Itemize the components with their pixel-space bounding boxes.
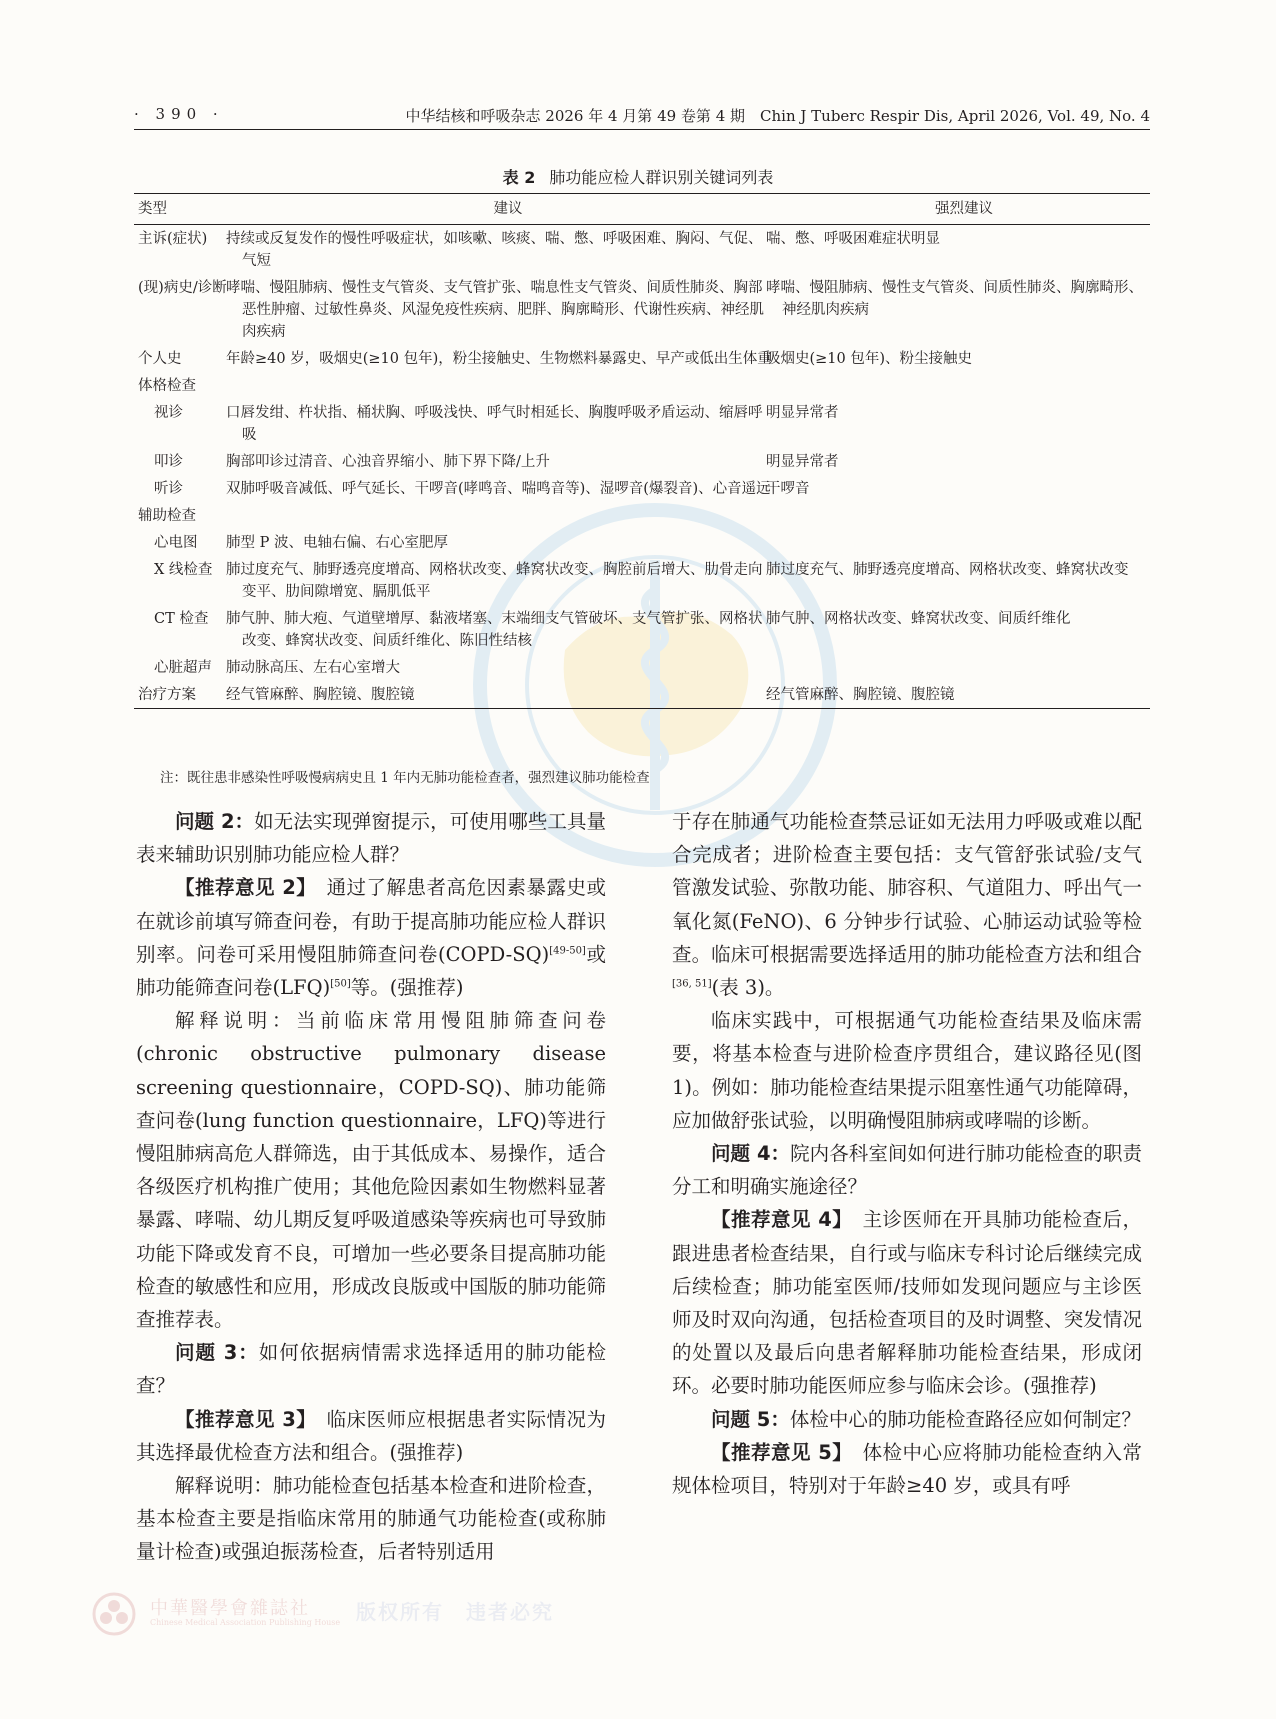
- row-type: 体格检查: [138, 378, 196, 394]
- row-type: 心电图: [154, 535, 198, 551]
- question-5-label: 问题 5：: [711, 1407, 790, 1431]
- keyword-table: [134, 193, 1150, 709]
- row-suggest: 肺动脉高压、左右心室增大: [226, 660, 400, 676]
- row-strong: 明显异常者: [766, 454, 839, 470]
- row-strong: 肺过度充气、肺野透亮度增高、网格状改变、蜂窝状改变: [766, 562, 1129, 578]
- table-note: 注：既往患非感染性呼吸慢病病史且 1 年内无肺功能检查者，强烈建议肺功能检查: [160, 770, 650, 786]
- page-number: · 390 ·: [134, 105, 224, 123]
- table-row: [134, 475, 1150, 502]
- question-3-text: 如何依据病情需求选择适用的肺功能检查？: [136, 1341, 606, 1398]
- copyright-notice: 版权所有 违者必究: [356, 1600, 554, 1624]
- row-type: 主诉(症状): [138, 231, 208, 247]
- row-suggest: 经气管麻醉、胸腔镜、腹腔镜: [226, 687, 415, 703]
- row-strong: [778, 654, 1150, 681]
- row-strong: 喘、憋、呼吸困难症状明显: [766, 231, 940, 247]
- row-strong: 肺气肿、网格状改变、蜂窝状改变、间质纤维化: [766, 611, 1071, 627]
- publisher-logo-icon: [92, 1592, 136, 1636]
- page-header: [134, 103, 1150, 130]
- citation: [49-50]: [549, 945, 586, 957]
- table-row: [134, 556, 1150, 605]
- publisher-watermark: [92, 1592, 572, 1636]
- explanation-2: 解释说明：当前临床常用慢阻肺筛查问卷(chronic obstructive pulmonary disease screening questionnaire，COPD-SQ)、肺功能筛查问卷(lung function questionnaire，LFQ)等进行慢阻肺病高危人群筛选，由于其低成本、易操作，适合各级医疗机构推广使用；其他危险因素如生物燃料显著暴露、哮喘、幼儿期反复呼吸道感染等疾病也可导致肺功能下降或发育不良，可增加一些必要条目提高肺功能检查的敏感性和应用，形成改良版或中国版的肺功能筛查推荐表。: [136, 1009, 606, 1332]
- body-left-column: [136, 805, 606, 1569]
- recommendation-5-label: 【推荐意见 5】: [711, 1440, 843, 1464]
- explanation-3-continued: 于存在肺通气功能检查禁忌证如无法用力呼吸或难以配合完成者；进阶检查主要包括：支气管舒张试验/支气管激发试验、弥散功能、肺容积、气道阻力、呼出气一氧化氮(FeNO)、6 分钟步行试验、心肺运动试验等检查。临床可根据需要选择适用的肺功能检查方法和组合[36, 51](表 3)。: [672, 810, 1142, 1000]
- question-4-label: 问题 4：: [711, 1142, 791, 1166]
- row-suggest: 持续或反复发作的慢性呼吸症状，如咳嗽、咳痰、喘、憋、呼吸困难、胸闷、气促、气短: [226, 231, 763, 269]
- citation: [50]: [330, 978, 351, 990]
- row-strong: 哮喘、慢阻肺病、慢性支气管炎、间质性肺炎、胸廓畸形、神经肌肉疾病: [766, 280, 1143, 318]
- row-type: 心脏超声: [154, 660, 212, 676]
- row-type: 听诊: [154, 481, 183, 497]
- question-3-label: 问题 3：: [175, 1341, 259, 1365]
- table-caption: [0, 165, 1276, 188]
- row-suggest: [238, 372, 778, 399]
- col-header-strong: 强烈建议: [935, 201, 993, 217]
- row-strong: 吸烟史(≥10 包年)、粉尘接触史: [766, 351, 973, 367]
- row-strong: 干啰音: [766, 481, 810, 497]
- table-row: [134, 681, 1150, 709]
- table-row: [134, 502, 1150, 529]
- table-row: [134, 225, 1150, 275]
- clinical-practice-paragraph: 临床实践中，可根据通气功能检查结果及临床需要，将基本检查与进阶检查序贯组合，建议路径见(图 1)。例如：肺功能检查结果提示阻塞性通气功能障碍，应加做舒张试验，以明确慢阻肺病或哮喘的诊断。: [672, 1009, 1142, 1132]
- table-row: [134, 529, 1150, 556]
- row-type: 个人史: [138, 351, 182, 367]
- row-type: 视诊: [154, 405, 183, 421]
- question-5: [672, 1403, 1142, 1436]
- table-row: [134, 274, 1150, 345]
- citation: [36, 51]: [672, 978, 712, 990]
- row-strong: [778, 502, 1150, 529]
- row-type: X 线检查: [154, 562, 213, 578]
- recommendation-4: 【推荐意见 4】 主诊医师在开具肺功能检查后，跟进患者检查结果，自行或与临床专科讨论后继续完成后续检查；肺功能室医师/技师如发现问题应与主诊医师及时双向沟通，包括检查项目的及时调整、突发情况的处置以及最后向患者解释肺功能检查结果，形成闭环。必要时肺功能医师应参与临床会诊。(强推荐): [672, 1208, 1142, 1398]
- recommendation-2-label: 【推荐意见 2】: [175, 876, 307, 900]
- question-4: [672, 1137, 1142, 1203]
- recommendation-2: 【推荐意见 2】 通过了解患者高危因素暴露史或在就诊前填写筛查问卷，有助于提高肺功能应检人群识别率。问卷可采用慢阻肺筛查问卷(COPD-SQ)[49-50]或肺功能筛查问卷(LFQ)[50]等。(强推荐): [136, 876, 606, 1000]
- row-type: 治疗方案: [138, 687, 196, 703]
- row-suggest: 肺气肿、肺大疱、气道壁增厚、黏液堵塞、末端细支气管破坏、支气管扩张、网格状改变、蜂窝状改变、间质纤维化、陈旧性结核: [226, 611, 763, 649]
- row-suggest: 口唇发绀、杵状指、桶状胸、呼吸浅快、呼气时相延长、胸腹呼吸矛盾运动、缩唇呼吸: [226, 405, 763, 443]
- question-2-text: 如无法实现弹窗提示，可使用哪些工具量表来辅助识别肺功能应检人群？: [136, 810, 606, 867]
- row-type: (现)病史/诊断: [138, 280, 227, 296]
- table-row: [134, 345, 1150, 372]
- question-2-label: 问题 2：: [175, 810, 255, 833]
- recommendation-5: 【推荐意见 5】 体检中心应将肺功能检查纳入常规体检项目，特别对于年龄≥40 岁，或具有呼: [672, 1440, 1142, 1498]
- row-type: CT 检查: [154, 611, 209, 627]
- question-3: [136, 1336, 606, 1402]
- publisher-english: Chinese Medical Association Publishing House: [150, 1618, 341, 1627]
- row-suggest: 双肺呼吸音减低、呼气延长、干啰音(哮鸣音、喘鸣音等)、湿啰音(爆裂音)、心音遥远: [226, 481, 771, 497]
- question-2: [136, 805, 606, 871]
- row-suggest: [238, 502, 778, 529]
- explanation-3: 解释说明：肺功能检查包括基本检查和进阶检查，基本检查主要是指临床常用的肺通气功能检查(或称肺量计检查)或强迫振荡检查，后者特别适用: [136, 1474, 606, 1564]
- row-strong: [778, 372, 1150, 399]
- row-suggest: 年龄≥40 岁，吸烟史(≥10 包年)，粉尘接触史、生物燃料暴露史、早产或低出生体重: [226, 351, 772, 367]
- row-type: 辅助检查: [138, 508, 196, 524]
- table-row: [134, 448, 1150, 475]
- table-row: [134, 399, 1150, 448]
- journal-citation: 中华结核和呼吸杂志 2026 年 4 月第 49 卷第 4 期 Chin J Tuberc Respir Dis, April 2026, Vol. 49, No. 4: [405, 107, 1150, 125]
- row-suggest: 肺过度充气、肺野透亮度增高、网格状改变、蜂窝状改变、胸腔前后增大、肋骨走向变平、肋间隙增宽、膈肌低平: [226, 562, 763, 600]
- row-strong: 经气管麻醉、胸腔镜、腹腔镜: [766, 687, 955, 703]
- table-row: [134, 605, 1150, 654]
- row-strong: 明显异常者: [766, 405, 839, 421]
- table-row: [134, 372, 1150, 399]
- publisher-name: 中華醫學會雜誌社: [150, 1598, 310, 1619]
- question-5-text: 体检中心的肺功能检查路径应如何制定？: [789, 1407, 1141, 1431]
- row-suggest: 肺型 P 波、电轴右偏、右心室肥厚: [226, 535, 448, 551]
- row-type: 叩诊: [154, 454, 183, 470]
- table-title: 肺功能应检人群识别关键词列表: [549, 168, 774, 187]
- table-header-row: [134, 194, 1150, 225]
- col-header-suggest: 建议: [493, 201, 523, 217]
- row-strong: [778, 529, 1150, 556]
- question-4-text: 院内各科室间如何进行肺功能检查的职责分工和明确实施途径？: [672, 1142, 1142, 1199]
- col-header-type: 类型: [138, 201, 167, 217]
- row-suggest: 胸部叩诊过清音、心浊音界缩小、肺下界下降/上升: [226, 454, 550, 470]
- row-suggest: 哮喘、慢阻肺病、慢性支气管炎、支气管扩张、喘息性支气管炎、间质性肺炎、胸部恶性肿瘤、过敏性鼻炎、风湿免疫性疾病、肥胖、胸廓畸形、代谢性疾病、神经肌肉疾病: [226, 280, 764, 340]
- recommendation-3-label: 【推荐意见 3】: [175, 1407, 307, 1431]
- table-number: 表 2: [502, 168, 536, 187]
- body-right-column: [672, 805, 1142, 1502]
- recommendation-3: 【推荐意见 3】 临床医师应根据患者实际情况为其选择最优检查方法和组合。(强推荐): [136, 1407, 606, 1464]
- table-row: [134, 654, 1150, 681]
- recommendation-4-label: 【推荐意见 4】: [711, 1208, 843, 1232]
